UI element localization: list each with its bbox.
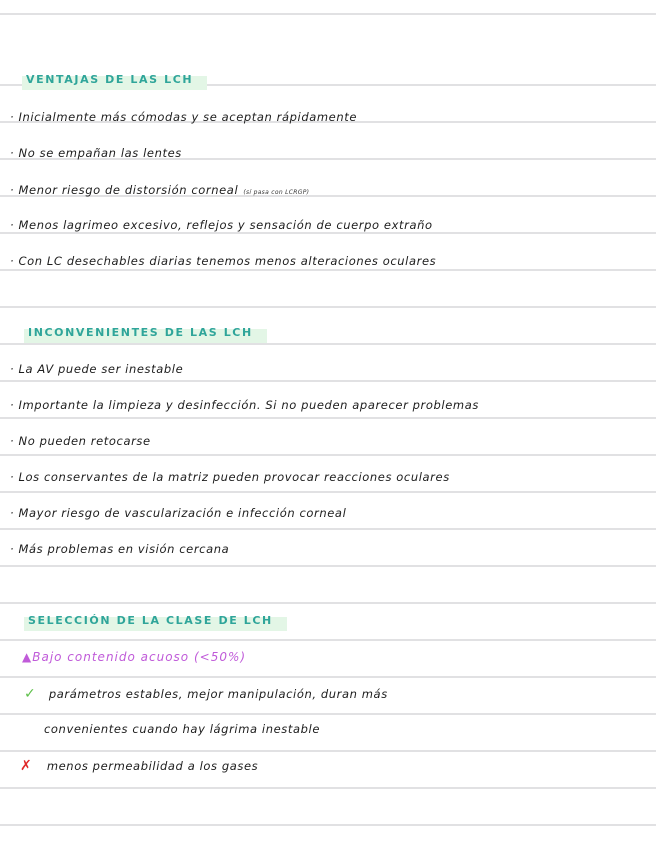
- inconvenientes-item-2: · Importante la limpieza y desinfección. Si no pueden aparecer problemas: [10, 398, 479, 412]
- check-icon: ✓: [24, 686, 36, 702]
- seleccion-subheading: ▲Bajo contenido acuoso (<50%): [22, 650, 247, 664]
- cross-icon: ✗: [20, 758, 32, 774]
- ventajas-item-3: · Menor riesgo de distorsión corneal: [10, 183, 239, 197]
- inconvenientes-item-1: · La AV puede ser inestable: [10, 362, 184, 376]
- ventajas-item-4: · Menos lagrimeo excesivo, reflejos y sensación de cuerpo extraño: [10, 218, 433, 232]
- section-heading-inconvenientes: INCONVENIENTES DE LAS LCH: [24, 319, 267, 347]
- inconvenientes-item-4: · Los conservantes de la matriz pueden provocar reacciones oculares: [10, 470, 450, 484]
- section-heading-ventajas: VENTAJAS DE LAS LCH: [22, 66, 207, 94]
- seleccion-con-line: [20, 751, 258, 779]
- ventajas-item-3-note: (sí pasa con LCRGP): [243, 189, 310, 196]
- inconvenientes-item-3: · No pueden retocarse: [10, 434, 151, 448]
- inconvenientes-item-5: · Mayor riesgo de vascularización e infección corneal: [10, 506, 347, 520]
- seleccion-con-text: menos permeabilidad a los gases: [46, 759, 259, 773]
- seleccion-pro-text-2: convenientes cuando hay lágrima inestable: [44, 722, 320, 736]
- ventajas-item-1: · Inicialmente más cómodas y se aceptan rápidamente: [10, 110, 358, 124]
- ventajas-item-2: · No se empañan las lentes: [10, 146, 182, 160]
- ventajas-item-5: · Con LC desechables diarias tenemos menos alteraciones oculares: [10, 254, 437, 268]
- section-heading-seleccion: SELECCIÓN DE LA CLASE DE LCH: [24, 607, 287, 635]
- ventajas-item-3-line: [10, 175, 309, 203]
- seleccion-pro-text-1: parámetros estables, mejor manipulación, duran más: [48, 687, 388, 701]
- seleccion-pro-line: [24, 679, 388, 707]
- inconvenientes-item-6: · Más problemas en visión cercana: [10, 542, 230, 556]
